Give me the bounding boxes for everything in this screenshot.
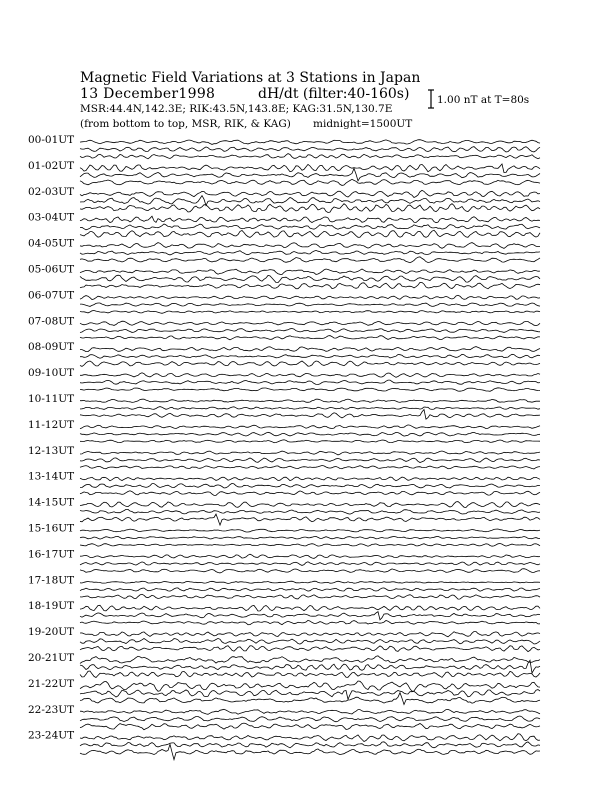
station-trace-rik [80, 196, 540, 206]
hour-row [28, 160, 540, 186]
station-trace-rik [80, 380, 540, 384]
station-trace-rik [80, 354, 540, 358]
station-trace-msr [80, 491, 540, 496]
hour-label: 13-14UT [28, 470, 75, 483]
hour-row [28, 652, 540, 678]
hour-row [28, 367, 540, 391]
hour-label: 11-12UT [28, 418, 75, 431]
hour-row [28, 238, 540, 263]
station-trace-rik [80, 329, 540, 333]
hour-row [28, 523, 540, 547]
hour-row [28, 730, 540, 760]
station-trace-kag [80, 399, 540, 402]
hour-label: 19-20UT [28, 626, 75, 639]
hour-label: 00-01UT [28, 134, 75, 146]
hour-label: 03-04UT [28, 211, 75, 224]
station-trace-msr [80, 594, 540, 599]
station-trace-kag [80, 529, 540, 532]
station-trace-msr [80, 514, 540, 525]
station-trace-kag [80, 164, 540, 173]
hour-label: 10-11UT [28, 393, 75, 405]
station-trace-msr [80, 257, 540, 263]
hour-row [28, 704, 540, 730]
hour-row [28, 341, 540, 366]
hour-label: 05-06UT [28, 263, 75, 276]
hour-row [28, 600, 540, 625]
station-trace-msr [80, 282, 540, 288]
station-trace-rik [80, 638, 540, 644]
hour-row [28, 264, 540, 289]
hour-label: 21-22UT [28, 677, 75, 690]
hour-label: 04-05UT [28, 237, 75, 250]
station-trace-rik [80, 716, 540, 722]
station-trace-msr [80, 744, 540, 759]
station-trace-kag [80, 451, 540, 455]
station-trace-msr [80, 646, 540, 652]
station-trace-msr [80, 410, 540, 420]
station-trace-msr [80, 440, 540, 443]
hour-rows [28, 134, 540, 760]
hour-label: 18-19UT [28, 600, 75, 613]
station-trace-msr [80, 693, 540, 705]
scale-bar [428, 90, 434, 108]
station-trace-kag [80, 321, 540, 325]
station-trace-msr [80, 388, 540, 392]
station-trace-msr [80, 544, 540, 547]
station-trace-msr [80, 620, 540, 624]
hour-row [28, 134, 540, 159]
hour-row [28, 626, 540, 652]
station-trace-kag [80, 632, 540, 637]
station-trace-kag [80, 709, 540, 714]
station-trace-kag [80, 190, 540, 197]
midnight-note: midnight=1500UT [313, 118, 413, 130]
station-trace-rik [80, 612, 540, 620]
hour-label: 07-08UT [28, 315, 75, 328]
hour-row [28, 419, 540, 443]
station-trace-kag [80, 605, 540, 611]
station-order-note: (from bottom to top, MSR, RIK, & KAG) [80, 118, 291, 130]
station-trace-msr [80, 204, 540, 213]
station-trace-rik [80, 660, 540, 673]
station-trace-rik [80, 509, 540, 514]
hour-row [28, 289, 540, 313]
station-trace-kag [80, 216, 540, 223]
hour-label: 20-21UT [28, 652, 75, 664]
hour-label: 14-15UT [28, 496, 75, 509]
station-trace-rik [80, 432, 540, 436]
station-trace-kag [80, 347, 540, 352]
hour-label: 01-02UT [28, 159, 75, 172]
station-trace-kag [80, 243, 540, 249]
hour-label: 09-10UT [28, 367, 75, 380]
station-trace-rik [80, 483, 540, 488]
hour-row [28, 471, 540, 496]
station-trace-msr [80, 671, 540, 678]
date-label: 13 December1998 [80, 86, 216, 102]
station-trace-rik [80, 562, 540, 566]
station-trace-msr [80, 336, 540, 340]
hour-row [28, 548, 540, 573]
station-trace-rik [80, 250, 540, 255]
station-trace-rik [80, 742, 540, 748]
hour-row [28, 445, 540, 469]
station-trace-rik [80, 147, 540, 152]
hour-label: 16-17UT [28, 548, 75, 561]
station-trace-msr [80, 361, 540, 366]
station-trace-kag [80, 140, 540, 145]
station-trace-kag [80, 373, 540, 378]
hour-row [28, 393, 540, 419]
station-trace-kag [80, 477, 540, 481]
station-trace-kag [80, 581, 540, 583]
station-trace-kag [80, 295, 540, 299]
station-trace-kag [80, 502, 540, 508]
station-trace-msr [80, 311, 540, 314]
station-trace-rik [80, 169, 540, 181]
station-trace-msr [80, 466, 540, 469]
station-trace-msr [80, 154, 540, 159]
hour-row [28, 212, 540, 238]
station-trace-kag [80, 269, 540, 275]
station-trace-rik [80, 458, 540, 463]
hour-row [28, 574, 540, 599]
station-trace-rik [80, 224, 540, 230]
station-trace-kag [80, 681, 540, 691]
scale-label: 1.00 nT at T=80s [437, 94, 530, 106]
hour-label: 22-23UT [28, 703, 75, 716]
hour-row [28, 497, 540, 525]
station-trace-rik [80, 536, 540, 539]
station-trace-msr [80, 723, 540, 730]
station-trace-rik [80, 275, 540, 282]
hour-label: 15-16UT [28, 522, 75, 535]
station-trace-msr [80, 179, 540, 185]
hour-label: 08-09UT [28, 341, 75, 354]
hour-label: 17-18UT [28, 574, 75, 587]
chart-title: Magnetic Field Variations at 3 Stations in Japan [80, 70, 421, 86]
station-trace-rik [80, 588, 540, 591]
station-trace-kag [80, 425, 540, 429]
station-trace-msr [80, 230, 540, 237]
station-trace-kag [80, 554, 540, 558]
station-coords: MSR:44.4N,142.3E; RIK:43.5N,143.8E; KAG:31.5N,130.7E [80, 103, 393, 115]
hour-label: 23-24UT [28, 729, 75, 742]
hour-row [28, 315, 540, 340]
station-trace-rik [80, 407, 540, 410]
hour-row [28, 186, 540, 213]
hour-row [28, 678, 540, 705]
station-trace-rik [80, 303, 540, 306]
hour-label: 06-07UT [28, 289, 75, 302]
station-trace-kag [80, 734, 540, 742]
station-trace-msr [80, 569, 540, 573]
station-trace-kag [80, 656, 540, 664]
hour-label: 12-13UT [28, 444, 75, 457]
filter-label: dH/dt (filter:40-160s) [258, 86, 410, 102]
hour-label: 02-03UT [28, 185, 75, 198]
